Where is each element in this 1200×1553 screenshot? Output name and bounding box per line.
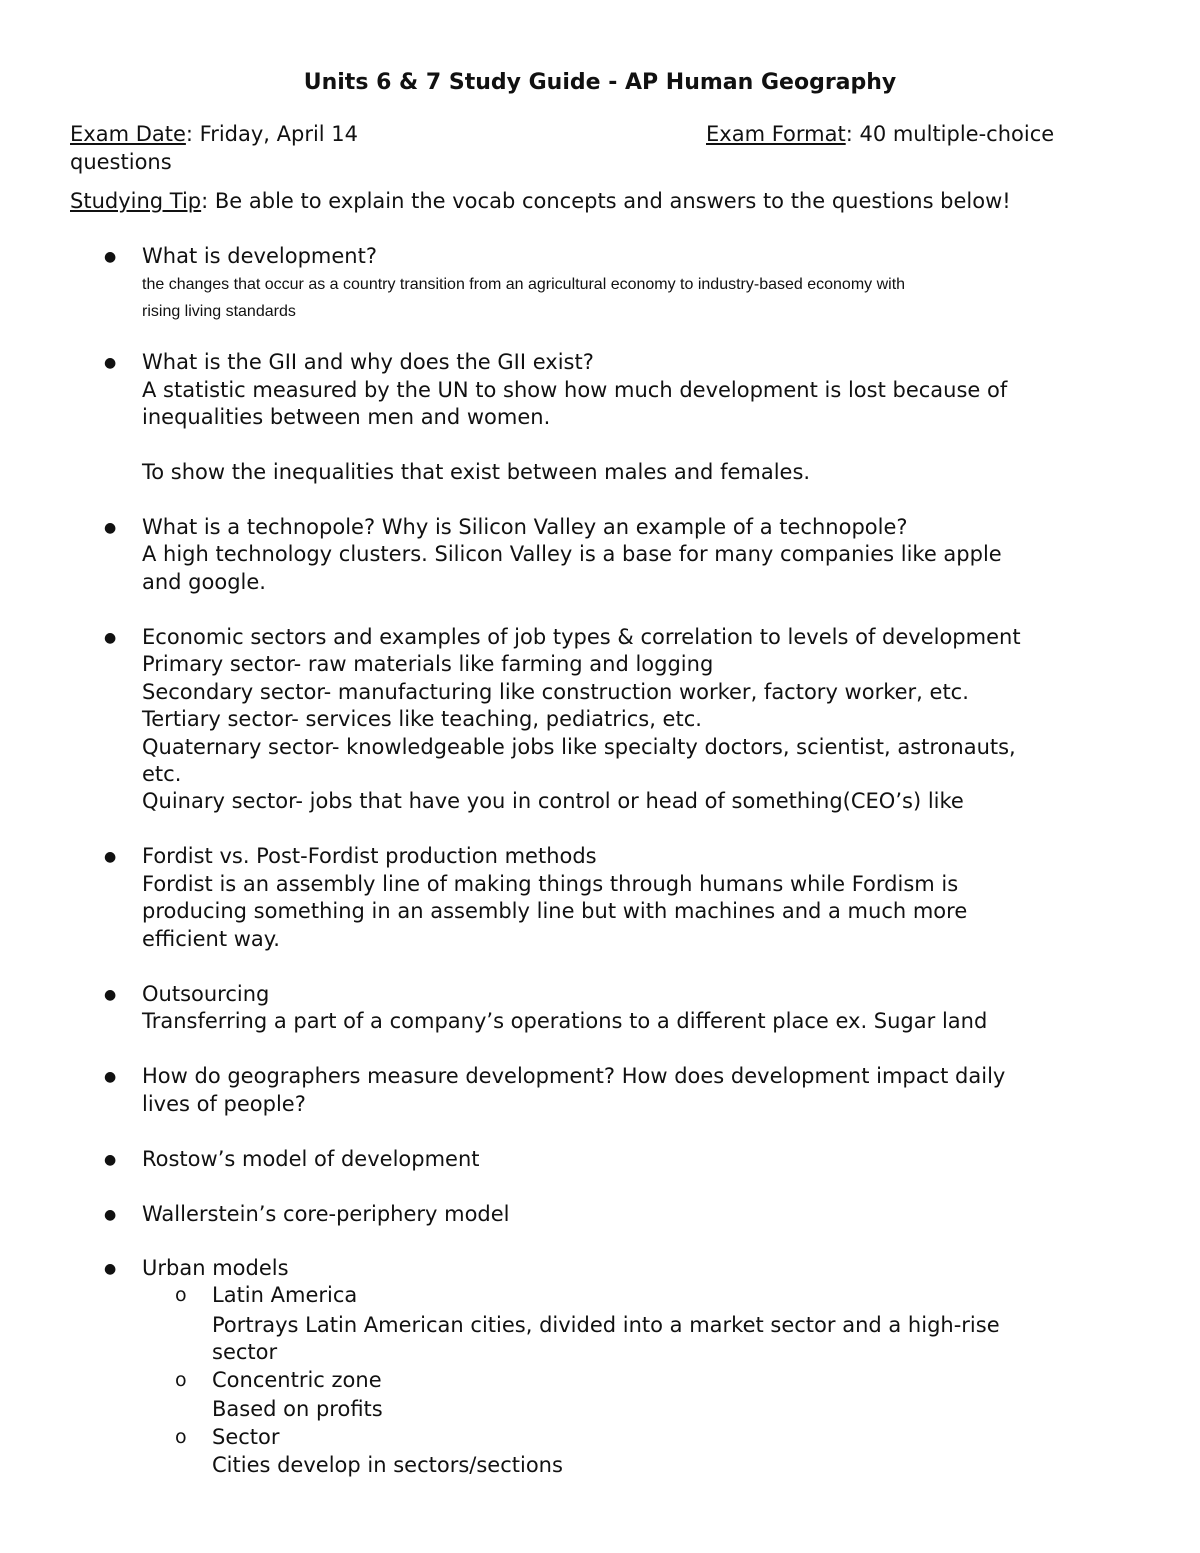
question-economic-sectors: Economic sectors and examples of job types & correlation to levels of development	[142, 625, 1021, 649]
answer-line: rising living standards	[142, 303, 296, 320]
bullet-icon: ●	[104, 249, 117, 265]
exam-date-label: Exam Date	[70, 122, 186, 146]
question-gii: What is the GII and why does the GII exist?	[142, 350, 594, 374]
studying-tip-label: Studying Tip	[70, 189, 202, 213]
question-outsourcing: Outsourcing	[142, 982, 270, 1006]
question-urban-models: Urban models	[142, 1256, 289, 1280]
bullet-icon: ●	[104, 987, 117, 1003]
urban-model-desc: Portrays Latin American cities, divided into a market sector and a high-rise	[212, 1313, 1000, 1337]
exam-format-line	[706, 121, 1054, 148]
page-title: Units 6 & 7 Study Guide - AP Human Geography	[303, 70, 897, 95]
exam-format-value: : 40 multiple-choice	[845, 122, 1055, 146]
answer-line: A statistic measured by the UN to show how much development is lost because of	[142, 378, 1008, 402]
circle-bullet-icon: o	[175, 1426, 187, 1448]
bullet-icon: ●	[104, 520, 117, 536]
answer-line: producing something in an assembly line but with machines and a much more	[142, 899, 968, 923]
answer-line: and google.	[142, 570, 266, 594]
question-rostow: Rostow’s model of development	[142, 1147, 480, 1171]
question-technopole: What is a technopole? Why is Silicon Valley an example of a technopole?	[142, 515, 908, 539]
studying-tip-line	[70, 188, 1011, 215]
bullet-icon: ●	[104, 1069, 117, 1085]
bullet-icon: ●	[104, 849, 117, 865]
circle-bullet-icon: o	[175, 1284, 187, 1306]
answer-line: inequalities between men and women.	[142, 405, 551, 429]
exam-format-wrap: questions	[70, 150, 172, 174]
urban-model-name: Latin America	[212, 1283, 358, 1307]
exam-date-value: : Friday, April 14	[185, 122, 359, 146]
answer-line: etc.	[142, 762, 182, 786]
question-measure-development: How do geographers measure development? How does development impact daily	[142, 1064, 1006, 1088]
question-wallerstein: Wallerstein’s core-periphery model	[142, 1202, 510, 1226]
exam-date-line	[70, 121, 358, 148]
answer-line: Secondary sector- manufacturing like construction worker, factory worker, etc.	[142, 680, 969, 704]
answer-line: A high technology clusters. Silicon Valley is a base for many companies like apple	[142, 542, 1002, 566]
answer-line: lives of people?	[142, 1092, 306, 1116]
exam-format-label: Exam Format	[706, 122, 846, 146]
answer-line: efficient way.	[142, 927, 280, 951]
urban-model-name: Concentric zone	[212, 1368, 382, 1392]
answer-line: Fordist is an assembly line of making things through humans while Fordism is	[142, 872, 959, 896]
answer-line: Quinary sector- jobs that have you in control or head of something(CEO’s) like	[142, 789, 964, 813]
answer-line: Tertiary sector- services like teaching, pediatrics, etc.	[142, 707, 702, 731]
bullet-icon: ●	[104, 1207, 117, 1223]
circle-bullet-icon: o	[175, 1369, 187, 1391]
bullet-icon: ●	[104, 630, 117, 646]
answer-line: To show the inequalities that exist between males and females.	[142, 460, 811, 484]
answer-line: the changes that occur as a country transition from an agricultural economy to industry-based economy with	[142, 276, 906, 293]
urban-model-desc: Cities develop in sectors/sections	[212, 1453, 563, 1477]
question-fordist: Fordist vs. Post-Fordist production methods	[142, 844, 597, 868]
bullet-icon: ●	[104, 1152, 117, 1168]
bullet-icon: ●	[104, 355, 117, 371]
answer-line: Transferring a part of a company’s operations to a different place ex. Sugar land	[142, 1009, 988, 1033]
urban-model-desc: sector	[212, 1340, 278, 1364]
bullet-icon: ●	[104, 1261, 117, 1277]
answer-line: Primary sector- raw materials like farming and logging	[142, 652, 714, 676]
urban-model-name: Sector	[212, 1425, 280, 1449]
question-development: What is development?	[142, 244, 377, 268]
studying-tip-value: : Be able to explain the vocab concepts and answers to the questions below!	[201, 189, 1011, 213]
urban-model-desc: Based on profits	[212, 1397, 383, 1421]
answer-line: Quaternary sector- knowledgeable jobs like specialty doctors, scientist, astronauts,	[142, 735, 1016, 759]
